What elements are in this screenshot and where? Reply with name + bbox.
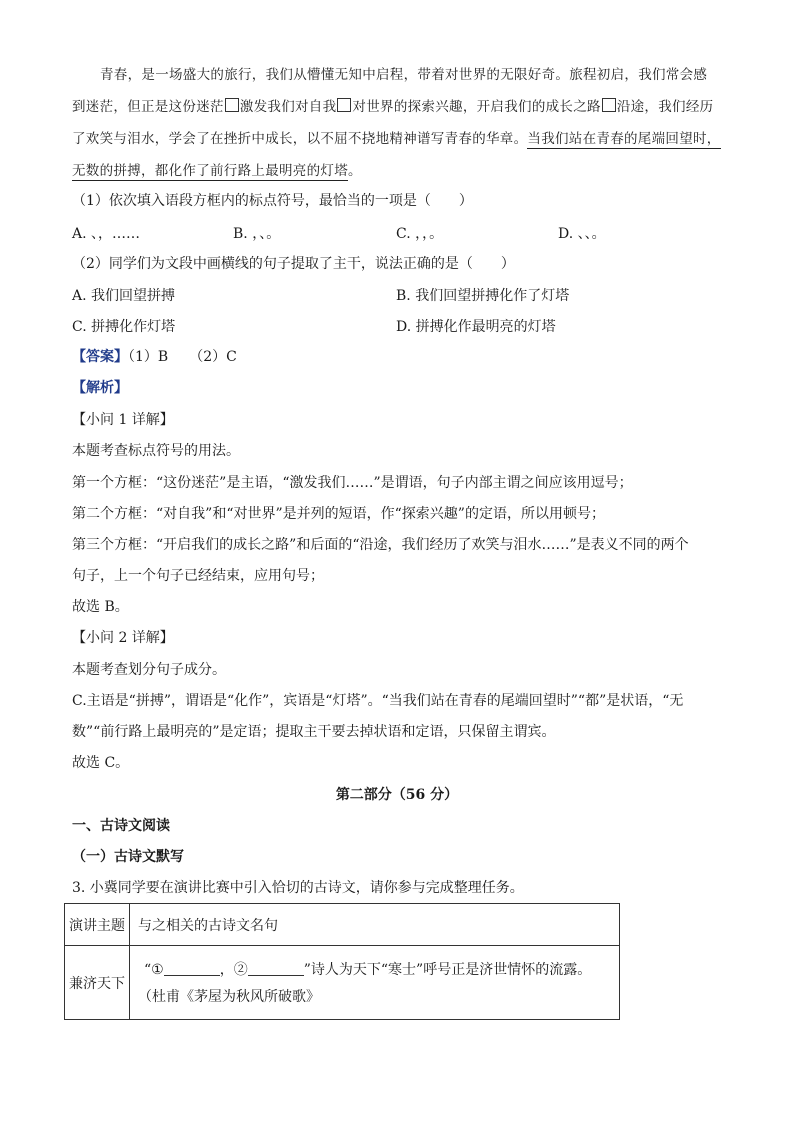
quote-text: ”诗人为天下“寒士”呼号正是济世情怀的流露。 [303, 961, 592, 978]
blank-box-2 [337, 98, 351, 112]
table-source-line: （杜甫《茅屋为秋风所破歌》 [138, 988, 320, 1005]
q2-option-c: C. 拼搏化作灯塔 [72, 319, 176, 335]
passage-line-1: 青春，是一场盛大的旅行，我们从懵懂无知中启程，带着对世界的无限好奇。旅程初启，我们常会感 [100, 67, 708, 83]
answer-text: （1）B （2）C [128, 349, 237, 365]
passage-text: 到迷茫，但正是这份迷茫 [72, 99, 224, 115]
analysis-line: 第三个方框：“开启我们的成长之路”和后面的“沿途，我们经历了欢笑与泪水……”是表义不同的两个 [72, 537, 689, 553]
q1-option-d: D. 、、。 [558, 226, 606, 242]
underlined-sentence: 无数的拼搏，都化作了前行路上最明亮的灯塔 [72, 163, 348, 179]
blank-box-3 [602, 98, 616, 112]
analysis-line: 第二个方框：“对自我”和“对世界”是并列的短语，作“探索兴趣”的定语，所以用顿号； [72, 506, 605, 522]
passage-line-4 [72, 161, 362, 181]
section-title: 一、古诗文阅读 [72, 818, 170, 834]
q2-option-d: D. 拼搏化作最明亮的灯塔 [396, 319, 556, 335]
quote-text: ，② [219, 961, 248, 978]
q1-option-b: B. ，、。 [233, 226, 281, 242]
table-row [65, 904, 620, 946]
fill-blank-1[interactable] [164, 961, 220, 976]
analysis-line: C.主语是“拼搏”，谓语是“化作”，宾语是“灯塔”。“当我们站在青春的尾端回望时”“都”是状语，“无 [72, 693, 684, 709]
analysis-line: 故选 B。 [72, 599, 129, 615]
fill-blank-2[interactable] [248, 961, 304, 976]
part2-title: 第二部分（56 分） [335, 787, 459, 803]
q2-option-b: B. 我们回望拼搏化作了灯塔 [396, 288, 570, 304]
analysis-line: 数”“前行路上最明亮的”是定语；提取主干要去掉状语和定语，只保留主谓宾。 [72, 724, 556, 740]
q1-stem: （1）依次填入语段方框内的标点符号，最恰当的一项是（ ） [72, 193, 473, 209]
passage-text: 。 [348, 163, 362, 179]
q1-option-a: A. 、，…… [72, 226, 141, 242]
analysis-line: 本题考查划分句子成分。 [72, 662, 226, 678]
passage-text: 激发我们对自我 [239, 99, 337, 115]
table-header-cell: 演讲主题 [65, 904, 130, 946]
passage-text: 沿途，我们经历 [616, 99, 714, 115]
analysis-line: 第一个方框：“这份迷茫”是主语，“激发我们……”是谓语，句子内部主谓之间应该用逗号； [72, 475, 633, 491]
sub2-title: 【小问 2 详解】 [72, 630, 174, 646]
analysis-line: 故选 C。 [72, 755, 130, 771]
table-content-cell [130, 946, 620, 1020]
analysis-label: 【解析】 [72, 380, 128, 396]
q2-stem: （2）同学们为文段中画横线的句子提取了主干，说法正确的是（ ） [72, 256, 515, 272]
analysis-line: 本题考查标点符号的用法。 [72, 443, 240, 459]
table-theme-cell: 兼济天下 [65, 946, 130, 1020]
analysis-line: 句子，上一个句子已经结束，应用句号； [72, 568, 324, 584]
answer-label: 【答案】 [72, 349, 128, 365]
blank-box-1 [225, 98, 239, 112]
task-table [64, 903, 620, 1020]
answer-line [72, 347, 237, 367]
q3-stem: 3. 小冀同学要在演讲比赛中引入恰切的古诗文，请你参与完成整理任务。 [72, 880, 524, 896]
passage-line-2 [72, 97, 713, 117]
q2-option-a: A. 我们回望拼搏 [72, 288, 176, 304]
table-content-line [138, 956, 611, 984]
table-row [65, 946, 620, 1020]
quote-text: “① [144, 961, 164, 978]
q1-option-c: C. ，，。 [396, 226, 444, 242]
passage-text: 了欢笑与泪水，学会了在挫折中成长，以不屈不挠地精神谱写青春的华章。 [72, 131, 528, 147]
passage-line-3 [72, 129, 721, 149]
subsection-title: （一）古诗文默写 [72, 849, 184, 865]
underlined-sentence: 当我们站在青春的尾端回望时， [527, 131, 721, 147]
table-header-cell: 与之相关的古诗文名句 [130, 904, 620, 946]
passage-text: 对世界的探索兴趣，开启我们的成长之路 [352, 99, 601, 115]
sub1-title: 【小问 1 详解】 [72, 412, 174, 428]
